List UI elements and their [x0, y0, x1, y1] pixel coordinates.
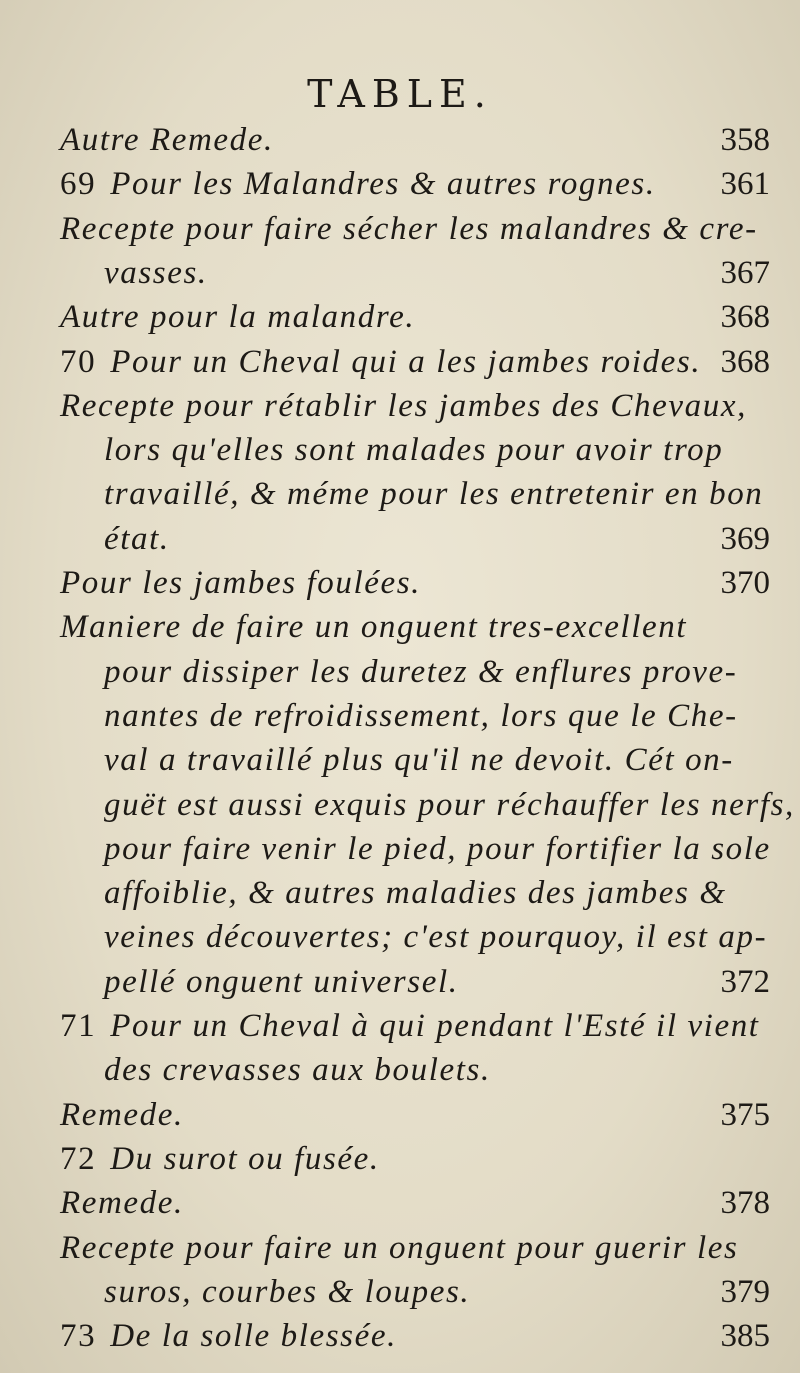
- entry-text: Du surot ou fusée.: [110, 1140, 380, 1177]
- entry-text: pour dissiper les duretez & enflures prove-: [104, 653, 738, 690]
- entry-text: travaillé, & méme pour les entretenir en bon: [104, 476, 764, 513]
- toc-line: [104, 919, 770, 963]
- toc-line: [60, 211, 770, 255]
- page-number: 367: [720, 254, 770, 291]
- entry-text: guët est aussi exquis pour réchauffer les nerfs,: [104, 786, 795, 823]
- entry-text: Pour les jambes foulées.: [60, 565, 422, 601]
- entry-text: Autre pour la malandre.: [60, 299, 416, 336]
- entry-text: lors qu'elles sont malades pour avoir trop: [104, 432, 724, 469]
- toc-line: [104, 654, 770, 698]
- page-title: TABLE.: [307, 72, 493, 116]
- toc-line: [60, 609, 770, 653]
- toc-line: [104, 875, 770, 919]
- page-number: 369: [720, 520, 770, 557]
- toc-line: [104, 831, 770, 875]
- entry-text: Recepte pour faire un onguent pour guerir les: [60, 1229, 739, 1266]
- toc-line: [104, 698, 770, 742]
- toc-line: [104, 521, 770, 565]
- page-number: 370: [720, 565, 770, 601]
- toc-line: [60, 166, 770, 210]
- page-number: 378: [720, 1185, 770, 1222]
- toc-line: [60, 1008, 770, 1052]
- entry-text: Recepte pour rétablir les jambes des Chevaux,: [60, 387, 747, 424]
- toc-line: [104, 742, 770, 786]
- page-number: 379: [720, 1273, 770, 1310]
- toc-line: [60, 565, 770, 609]
- page-number: 368: [720, 343, 770, 380]
- entry-text: Autre Remede.: [60, 122, 274, 158]
- entry-number: 70: [60, 343, 97, 380]
- entry-text: Maniere de faire un onguent tres-excellent: [60, 609, 688, 646]
- toc-line: [60, 1141, 770, 1185]
- toc-line: [104, 964, 770, 1008]
- entry-text: vasses.: [104, 254, 208, 291]
- entry-text: suros, courbes & loupes.: [104, 1273, 471, 1310]
- entry-text: veines découvertes; c'est pourquoy, il est ap-: [104, 919, 768, 956]
- entry-text: Remede.: [60, 1185, 184, 1222]
- toc-line: [104, 432, 770, 476]
- toc-line: [60, 1230, 770, 1274]
- toc-line: [104, 1274, 770, 1318]
- page-number: 372: [720, 963, 770, 1000]
- entry-text: Remede.: [60, 1096, 184, 1133]
- toc-line: [60, 299, 770, 343]
- page-number: 375: [720, 1096, 770, 1133]
- page-number: 368: [720, 299, 770, 336]
- page-number: 385: [720, 1318, 770, 1355]
- toc-line: [60, 1185, 770, 1229]
- toc-line: [60, 122, 770, 166]
- page-number: 361: [720, 166, 770, 203]
- entry-text: pellé onguent universel.: [104, 963, 459, 1000]
- page-number: 358: [720, 122, 770, 158]
- toc-line: [104, 476, 770, 520]
- entry-text: Pour un Cheval qui a les jambes roides.: [110, 343, 702, 380]
- entry-text: Pour les Malandres & autres rognes.: [110, 166, 656, 203]
- entry-text: val a travaillé plus qu'il ne devoit. Cét on-: [104, 742, 734, 779]
- toc-line: [104, 786, 795, 831]
- entry-text: des crevasses aux boulets.: [104, 1052, 491, 1089]
- entry-text: état.: [104, 520, 170, 557]
- toc-line: [104, 1052, 770, 1096]
- entry-number: 69: [60, 166, 97, 203]
- entry-number: 71: [60, 1008, 97, 1044]
- toc-line: [60, 1318, 770, 1362]
- toc-line: [60, 1097, 770, 1141]
- entry-number: 73: [60, 1318, 97, 1355]
- entry-text: Pour un Cheval à qui pendant l'Esté il vient: [110, 1008, 760, 1044]
- entry-text: pour faire venir le pied, pour fortifier la sole: [104, 830, 771, 867]
- entry-text: De la solle blessée.: [110, 1318, 397, 1355]
- entry-text: affoiblie, & autres maladies des jambes &: [104, 875, 727, 912]
- toc-line: [60, 388, 770, 432]
- toc-line: [60, 344, 770, 388]
- entry-text: Recepte pour faire sécher les malandres & cre-: [60, 210, 758, 247]
- entry-text: nantes de refroidissement, lors que le Che-: [104, 697, 738, 734]
- entry-number: 72: [60, 1140, 97, 1177]
- toc-line: [104, 255, 770, 299]
